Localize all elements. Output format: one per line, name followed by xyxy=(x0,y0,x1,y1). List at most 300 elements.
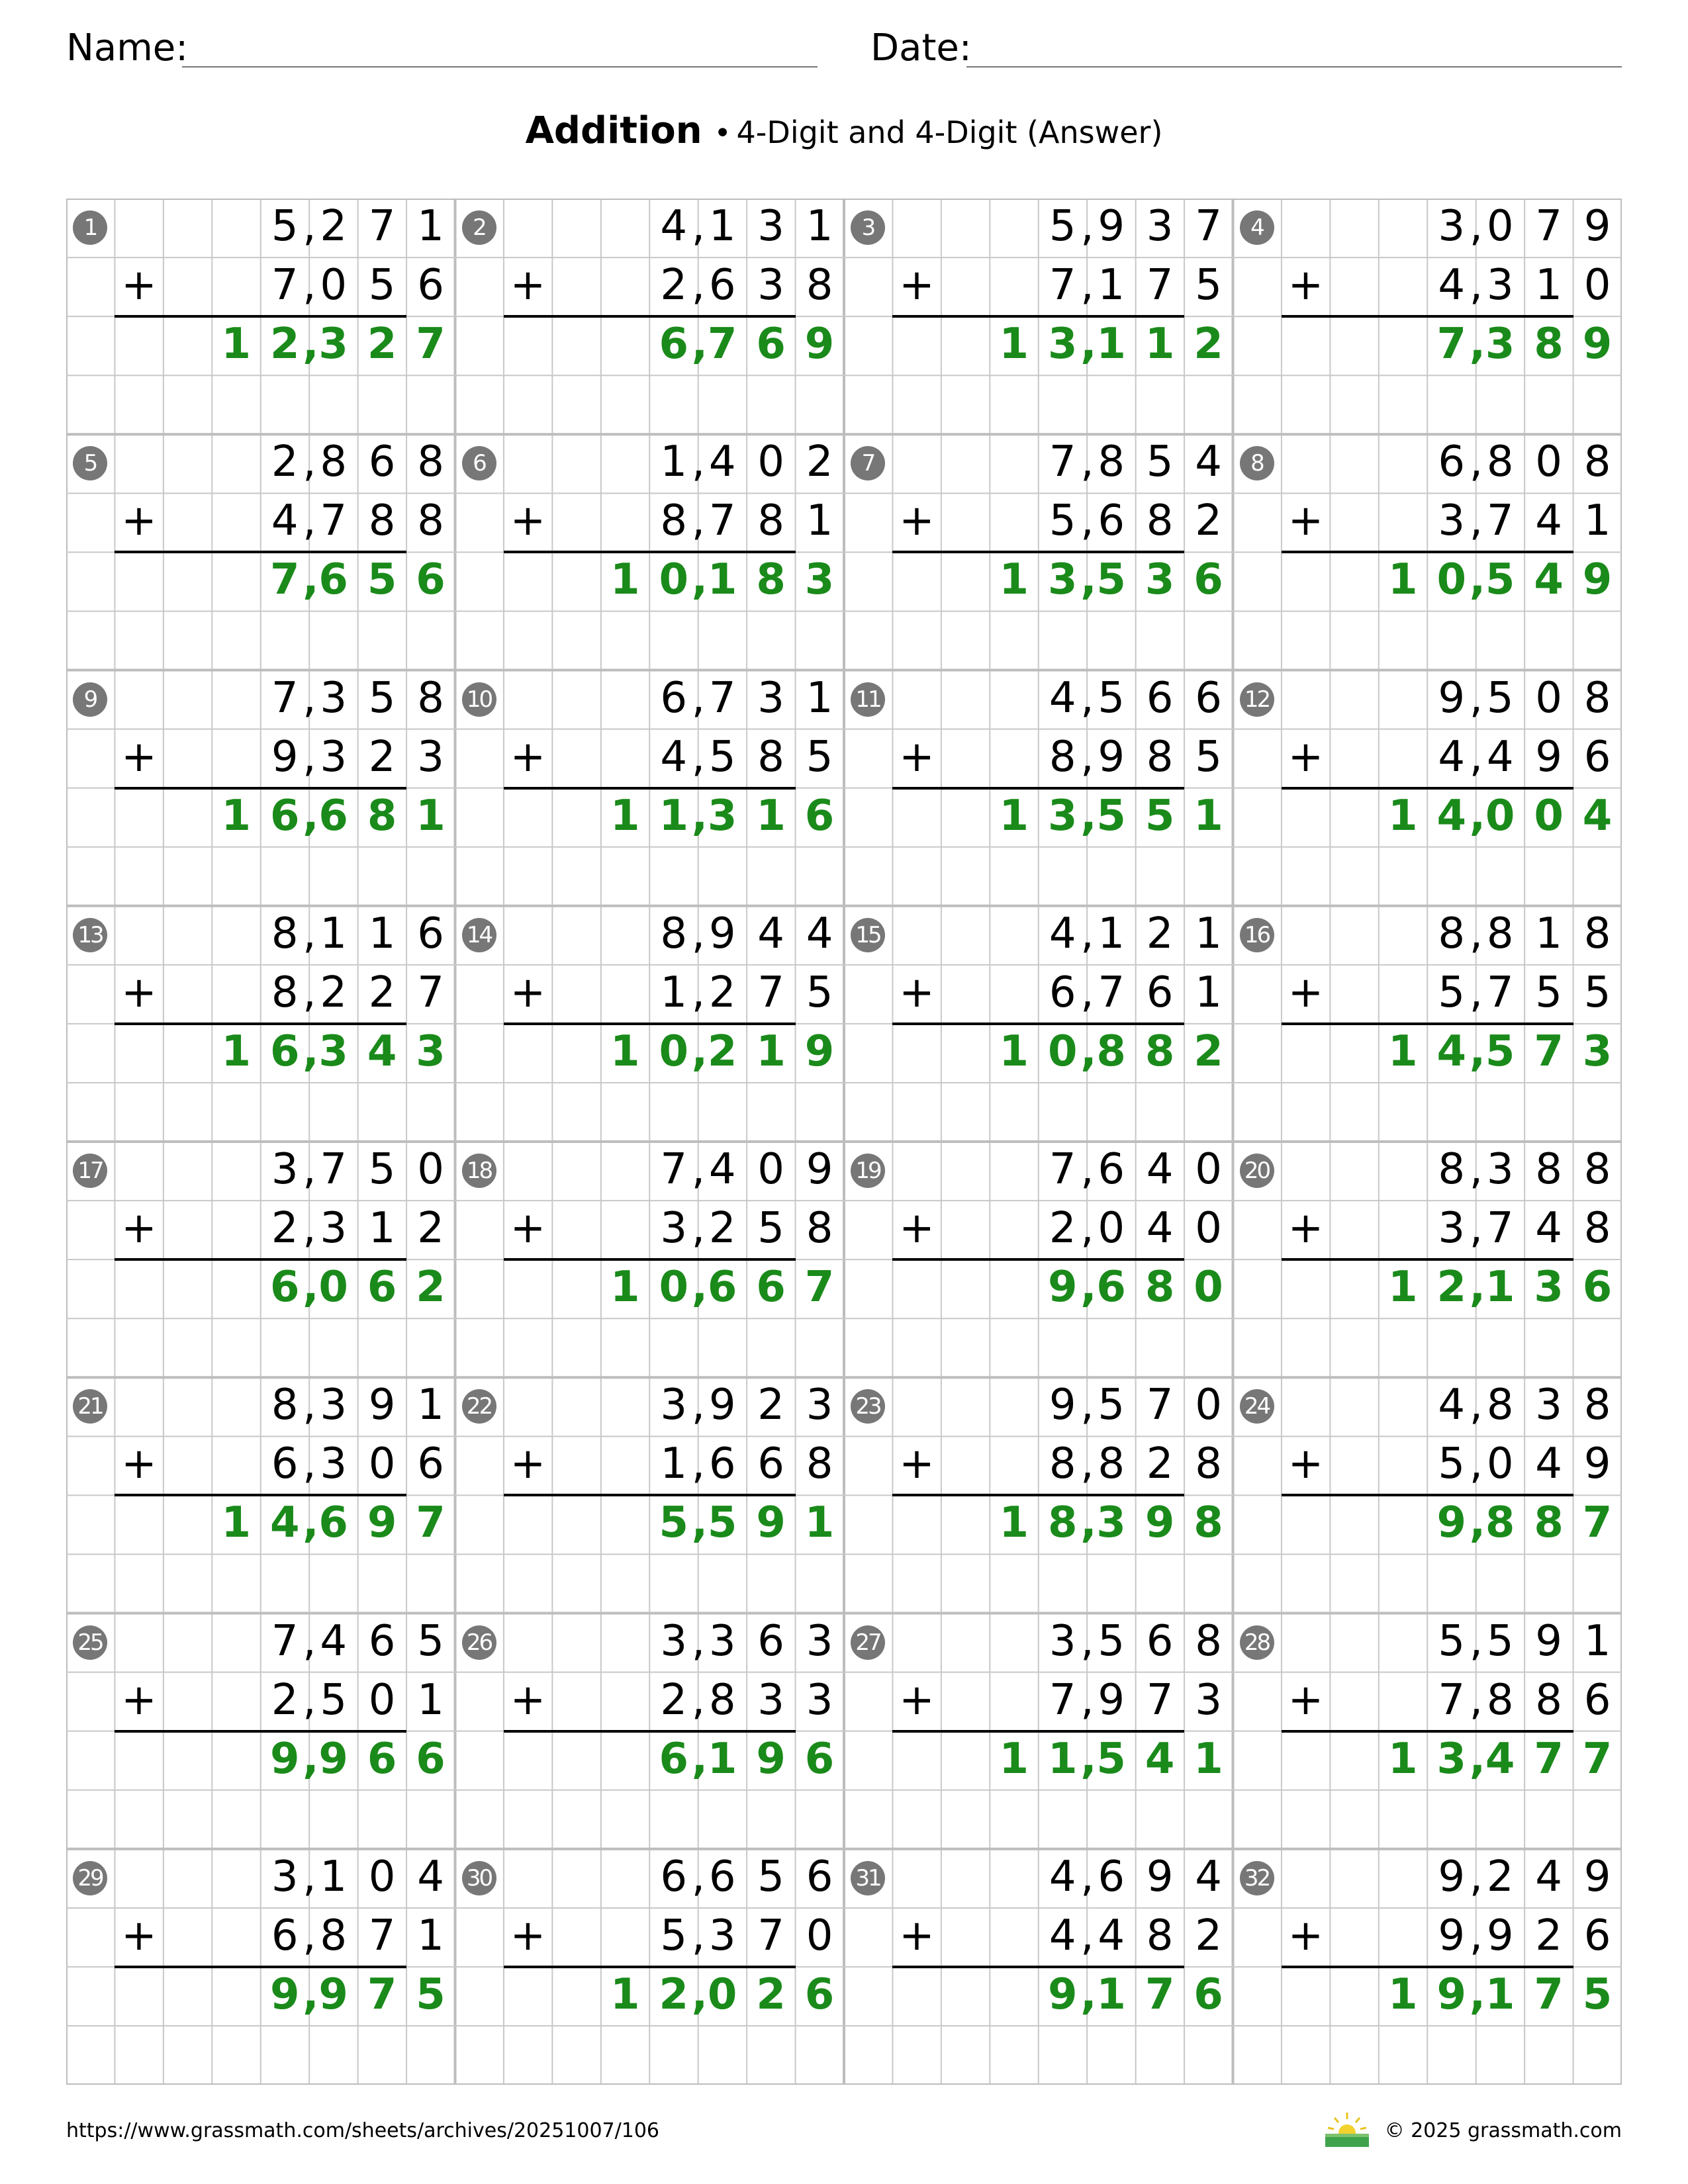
answer-digit: 3 xyxy=(416,1026,445,1076)
addend-1-digit: 0 xyxy=(1195,1145,1222,1194)
addend-1-digit: 4 xyxy=(320,1616,348,1666)
answer-digit: 1 xyxy=(610,1970,640,2019)
answer-digit: 1 xyxy=(1485,1263,1515,1312)
addend-1-digit: 5 xyxy=(368,673,396,723)
addend-1-digit: 5 xyxy=(1486,1616,1514,1666)
addend-2-digit: 8 xyxy=(1146,732,1174,782)
addend-2-digit: 6 xyxy=(417,261,444,310)
addend-2-digit: 8 xyxy=(1583,1204,1611,1253)
answer-digit: 7 xyxy=(1436,320,1467,369)
addend-1-digit: 9 xyxy=(1438,673,1466,723)
addend-2-digit: 4 xyxy=(1098,1911,1125,1960)
addend-1-digit: 6 xyxy=(1195,673,1222,723)
plus-sign: + xyxy=(1288,968,1324,1017)
addend-1-comma: , xyxy=(1469,1616,1483,1666)
answer-digit: 0 xyxy=(1485,791,1515,841)
answer-digit: 7 xyxy=(1582,1498,1613,1548)
answer-digit: 1 xyxy=(999,1498,1029,1548)
addend-1-comma: , xyxy=(691,437,706,487)
addend-2-digit: 2 xyxy=(708,968,736,1017)
addend-1-digit: 0 xyxy=(1195,1381,1222,1430)
addend-2-digit: 9 xyxy=(1486,1911,1514,1960)
addend-2-digit: 3 xyxy=(1195,1675,1222,1725)
addend-1-digit: 4 xyxy=(1535,1852,1562,1901)
addend-2-digit: 3 xyxy=(320,1204,348,1253)
answer-digit: 6 xyxy=(269,1026,300,1076)
addend-1-digit: 7 xyxy=(271,673,299,723)
addend-2-comma: , xyxy=(303,968,316,1017)
answer-digit: 5 xyxy=(1145,791,1175,841)
addend-2-comma: , xyxy=(1469,496,1483,546)
answer-digit: 5 xyxy=(367,555,397,605)
addend-2-digit: 1 xyxy=(660,1439,688,1489)
plus-sign: + xyxy=(121,1911,157,1960)
answer-digit: 0 xyxy=(1534,791,1564,841)
addend-1-digit: 9 xyxy=(1146,1852,1174,1901)
answer-comma: , xyxy=(1469,320,1485,369)
addend-1-digit: 3 xyxy=(320,1381,348,1430)
answer-digit: 4 xyxy=(269,1498,300,1548)
problem-number-badge: 2 xyxy=(462,210,496,245)
addend-2-digit: 2 xyxy=(271,1675,299,1725)
addend-2-comma: , xyxy=(303,261,316,310)
addend-2-digit: 3 xyxy=(320,732,348,782)
addend-1-digit: 5 xyxy=(1098,1616,1125,1666)
answer-comma: , xyxy=(303,1263,319,1312)
answer-digit: 9 xyxy=(1582,320,1613,369)
plus-sign: + xyxy=(899,968,935,1017)
addend-1-digit: 6 xyxy=(806,1852,833,1901)
problem-number-badge: 27 xyxy=(851,1625,885,1660)
addend-1-digit: 9 xyxy=(708,1381,736,1430)
addend-1-digit: 8 xyxy=(1195,1616,1222,1666)
addend-1-comma: , xyxy=(1080,1852,1094,1901)
addend-2-digit: 7 xyxy=(320,496,348,546)
answer-digit: 1 xyxy=(999,1734,1029,1784)
addend-1-digit: 8 xyxy=(417,437,444,487)
addend-2-comma: , xyxy=(1469,732,1483,782)
answer-digit: 2 xyxy=(1436,1263,1467,1312)
addend-2-digit: 3 xyxy=(757,261,784,310)
answer-digit: 2 xyxy=(367,320,397,369)
addend-2-comma: , xyxy=(1469,1675,1483,1725)
answer-digit: 5 xyxy=(1096,1734,1126,1784)
addend-2-comma: , xyxy=(1080,261,1094,310)
problem-number-badge: 17 xyxy=(73,1154,107,1188)
answer-comma: , xyxy=(1080,1263,1097,1312)
addend-2-comma: , xyxy=(303,1675,316,1725)
answer-digit: 3 xyxy=(804,555,835,605)
addend-2-digit: 1 xyxy=(417,1911,444,1960)
answer-digit: 7 xyxy=(1534,1026,1564,1076)
addend-2-comma: , xyxy=(1469,1204,1483,1253)
answer-comma: , xyxy=(1080,1498,1097,1548)
addend-1-comma: , xyxy=(1469,1145,1483,1194)
problem-number-badge: 21 xyxy=(73,1389,107,1424)
answer-comma: , xyxy=(303,1734,319,1784)
answer-digit: 2 xyxy=(269,320,300,369)
answer-digit: 9 xyxy=(756,1498,786,1548)
answer-digit: 5 xyxy=(1096,791,1126,841)
date-label: Date: xyxy=(870,26,972,69)
answer-digit: 1 xyxy=(1388,1263,1418,1312)
addend-2-comma: , xyxy=(691,261,706,310)
addend-2-digit: 7 xyxy=(1146,261,1174,310)
addend-2-digit: 5 xyxy=(1535,968,1562,1017)
plus-sign: + xyxy=(121,496,157,546)
title-main: Addition xyxy=(525,109,702,152)
problem-number-badge: 26 xyxy=(462,1625,496,1660)
addend-1-digit: 4 xyxy=(1049,1852,1076,1901)
addend-1-comma: , xyxy=(691,1145,706,1194)
answer-digit: 2 xyxy=(416,1263,445,1312)
addend-2-digit: 1 xyxy=(417,1675,444,1725)
answer-digit: 3 xyxy=(1436,1734,1467,1784)
addend-1-digit: 5 xyxy=(1098,1381,1125,1430)
addend-2-digit: 0 xyxy=(368,1675,396,1725)
addend-2-digit: 3 xyxy=(660,1204,688,1253)
addend-1-digit: 3 xyxy=(1146,202,1174,251)
addend-1-digit: 4 xyxy=(806,909,833,958)
addend-1-digit: 5 xyxy=(368,1145,396,1194)
addend-1-digit: 2 xyxy=(271,437,299,487)
addend-2-digit: 3 xyxy=(417,732,444,782)
answer-digit: 2 xyxy=(1194,1026,1223,1076)
answer-digit: 1 xyxy=(1388,1970,1418,2019)
addend-2-digit: 1 xyxy=(1583,496,1611,546)
plus-sign: + xyxy=(510,1439,546,1489)
plus-sign: + xyxy=(1288,1439,1324,1489)
addend-2-comma: , xyxy=(303,732,316,782)
answer-comma: , xyxy=(1080,1026,1097,1076)
addend-2-digit: 2 xyxy=(368,732,396,782)
answer-digit: 5 xyxy=(1485,555,1515,605)
problem-number-badge: 29 xyxy=(73,1861,107,1895)
answer-digit: 1 xyxy=(610,1026,640,1076)
plus-sign: + xyxy=(899,1911,935,1960)
answer-digit: 5 xyxy=(1485,1026,1515,1076)
problem-number-badge: 5 xyxy=(73,446,107,480)
addend-1-digit: 4 xyxy=(660,202,688,251)
addend-1-comma: , xyxy=(1080,1381,1094,1430)
answer-digit: 6 xyxy=(367,1263,397,1312)
plus-sign: + xyxy=(899,1204,935,1253)
addend-1-digit: 9 xyxy=(1438,1852,1466,1901)
addend-1-digit: 5 xyxy=(271,202,299,251)
title-subtitle: 4-Digit and 4-Digit (Answer) xyxy=(736,114,1163,150)
answer-comma: , xyxy=(1080,1734,1097,1784)
problem-number-badge: 31 xyxy=(851,1861,885,1895)
addend-1-digit: 8 xyxy=(271,1381,299,1430)
answer-digit: 1 xyxy=(1388,791,1418,841)
addend-2-digit: 8 xyxy=(1146,496,1174,546)
addend-1-digit: 9 xyxy=(1583,202,1611,251)
addend-1-digit: 4 xyxy=(1049,673,1076,723)
addend-1-digit: 2 xyxy=(1486,1852,1514,1901)
addend-2-comma: , xyxy=(303,496,316,546)
title-separator: • xyxy=(714,116,731,150)
answer-digit: 6 xyxy=(707,1263,737,1312)
addend-1-digit: 3 xyxy=(660,1616,688,1666)
addend-2-digit: 5 xyxy=(320,1675,348,1725)
answer-digit: 5 xyxy=(416,1970,445,2019)
addend-2-comma: , xyxy=(303,1911,316,1960)
addend-1-digit: 8 xyxy=(1438,1145,1466,1194)
problem-number-badge: 32 xyxy=(1240,1861,1274,1895)
answer-digit: 7 xyxy=(416,320,445,369)
addend-1-digit: 1 xyxy=(708,202,736,251)
answer-digit: 0 xyxy=(1436,555,1467,605)
addend-1-digit: 2 xyxy=(757,1381,784,1430)
answer-digit: 3 xyxy=(1582,1026,1613,1076)
addend-2-digit: 4 xyxy=(660,732,688,782)
addend-1-comma: , xyxy=(691,673,706,723)
answer-digit: 0 xyxy=(1047,1026,1078,1076)
answer-digit: 1 xyxy=(416,791,445,841)
plus-sign: + xyxy=(899,732,935,782)
addend-2-digit: 6 xyxy=(757,1439,784,1489)
answer-digit: 6 xyxy=(318,555,348,605)
date-line[interactable] xyxy=(966,66,1622,68)
addend-1-digit: 3 xyxy=(271,1145,299,1194)
addend-2-digit: 5 xyxy=(806,968,833,1017)
answer-digit: 9 xyxy=(1436,1498,1467,1548)
addend-1-comma: , xyxy=(1080,909,1094,958)
addend-2-digit: 7 xyxy=(1486,968,1514,1017)
answer-digit: 1 xyxy=(221,320,252,369)
addend-1-comma: , xyxy=(691,909,706,958)
answer-digit: 6 xyxy=(804,1970,835,2019)
answer-digit: 1 xyxy=(1388,555,1418,605)
addend-2-comma: , xyxy=(1080,1204,1094,1253)
addend-1-digit: 4 xyxy=(417,1852,444,1901)
plus-sign: + xyxy=(510,496,546,546)
answer-digit: 3 xyxy=(1047,791,1078,841)
problem-number-badge: 23 xyxy=(851,1389,885,1424)
answer-digit: 8 xyxy=(1145,1263,1175,1312)
addend-1-comma: , xyxy=(303,1381,316,1430)
answer-comma: , xyxy=(1080,555,1097,605)
plus-sign: + xyxy=(121,261,157,310)
addend-2-digit: 2 xyxy=(417,1204,444,1253)
addend-1-digit: 8 xyxy=(1486,909,1514,958)
answer-digit: 9 xyxy=(1047,1263,1078,1312)
addend-1-digit: 8 xyxy=(1583,437,1611,487)
problem-number-badge: 14 xyxy=(462,918,496,952)
addend-2-digit: 2 xyxy=(1535,1911,1562,1960)
addend-2-digit: 6 xyxy=(271,1439,299,1489)
addend-2-comma: , xyxy=(691,1911,706,1960)
addend-1-digit: 8 xyxy=(1583,909,1611,958)
addend-2-digit: 2 xyxy=(368,968,396,1017)
answer-comma: , xyxy=(691,791,708,841)
answer-comma: , xyxy=(691,1026,708,1076)
addend-2-digit: 3 xyxy=(1438,496,1466,546)
addend-2-digit: 8 xyxy=(1535,1675,1562,1725)
addend-1-digit: 8 xyxy=(1583,673,1611,723)
name-line[interactable] xyxy=(182,66,818,68)
footer-url[interactable]: https://www.grassmath.com/sheets/archives/20251007/106 xyxy=(66,2119,660,2142)
addend-2-digit: 9 xyxy=(1583,1439,1611,1489)
addend-1-comma: , xyxy=(303,202,316,251)
addend-2-digit: 0 xyxy=(320,261,348,310)
addend-2-digit: 5 xyxy=(708,732,736,782)
answer-digit: 5 xyxy=(1582,1970,1613,2019)
addend-2-digit: 2 xyxy=(1195,1911,1222,1960)
addend-2-digit: 9 xyxy=(1098,1675,1125,1725)
addend-2-digit: 6 xyxy=(708,261,736,310)
addend-1-digit: 6 xyxy=(708,1852,736,1901)
answer-digit: 0 xyxy=(1194,1263,1223,1312)
addend-1-comma: , xyxy=(303,437,316,487)
addend-1-digit: 5 xyxy=(757,1852,784,1901)
addend-2-digit: 3 xyxy=(1486,261,1514,310)
addend-2-digit: 2 xyxy=(660,261,688,310)
answer-digit: 6 xyxy=(416,1734,445,1784)
problem-number-badge: 3 xyxy=(851,210,885,245)
answer-digit: 1 xyxy=(756,1026,786,1076)
addend-2-digit: 7 xyxy=(1438,1675,1466,1725)
plus-sign: + xyxy=(510,261,546,310)
answer-digit: 6 xyxy=(269,791,300,841)
addend-2-digit: 6 xyxy=(1583,1675,1611,1725)
addend-1-digit: 1 xyxy=(1535,909,1562,958)
addend-1-digit: 4 xyxy=(1146,1145,1174,1194)
answer-comma: , xyxy=(1469,555,1485,605)
answer-digit: 1 xyxy=(221,1498,252,1548)
answer-digit: 2 xyxy=(756,1970,786,2019)
addend-1-comma: , xyxy=(1080,202,1094,251)
answer-digit: 1 xyxy=(1388,1026,1418,1076)
addend-2-digit: 7 xyxy=(1049,261,1076,310)
answer-digit: 1 xyxy=(1194,1734,1223,1784)
answer-digit: 8 xyxy=(1485,1498,1515,1548)
answer-digit: 3 xyxy=(1485,320,1515,369)
addend-1-digit: 5 xyxy=(417,1616,444,1666)
addend-2-digit: 7 xyxy=(757,1911,784,1960)
addend-2-digit: 8 xyxy=(757,496,784,546)
answer-digit: 9 xyxy=(1047,1970,1078,2019)
addend-1-digit: 1 xyxy=(417,202,444,251)
addend-1-digit: 6 xyxy=(417,909,444,958)
problem-number-badge: 30 xyxy=(462,1861,496,1895)
addend-1-digit: 8 xyxy=(660,909,688,958)
addend-2-comma: , xyxy=(691,1439,706,1489)
answer-digit: 3 xyxy=(1047,555,1078,605)
addend-1-comma: , xyxy=(303,673,316,723)
problem-number-badge: 7 xyxy=(851,446,885,480)
answer-digit: 6 xyxy=(804,1734,835,1784)
addend-2-digit: 8 xyxy=(757,732,784,782)
answer-digit: 9 xyxy=(318,1970,348,2019)
addend-1-digit: 8 xyxy=(271,909,299,958)
plus-sign: + xyxy=(121,1675,157,1725)
answer-digit: 6 xyxy=(804,791,835,841)
answer-comma: , xyxy=(691,1734,708,1784)
plus-sign: + xyxy=(1288,496,1324,546)
addend-1-digit: 6 xyxy=(1438,437,1466,487)
addend-1-digit: 1 xyxy=(1098,909,1125,958)
addend-2-digit: 4 xyxy=(1486,732,1514,782)
answer-digit: 0 xyxy=(659,555,689,605)
addend-2-digit: 0 xyxy=(1486,1439,1514,1489)
addend-2-digit: 2 xyxy=(708,1204,736,1253)
answer-digit: 7 xyxy=(707,320,737,369)
addend-1-digit: 8 xyxy=(1486,1381,1514,1430)
addend-1-digit: 2 xyxy=(320,202,348,251)
addend-2-digit: 5 xyxy=(1438,1439,1466,1489)
addend-1-digit: 9 xyxy=(1535,1616,1562,1666)
addend-1-digit: 1 xyxy=(417,1381,444,1430)
addend-1-digit: 8 xyxy=(320,437,348,487)
addend-2-digit: 0 xyxy=(368,1439,396,1489)
answer-comma: , xyxy=(691,1263,708,1312)
addend-1-digit: 7 xyxy=(320,1145,348,1194)
addend-2-digit: 1 xyxy=(368,1204,396,1253)
answer-comma: , xyxy=(303,1970,319,2019)
answer-digit: 3 xyxy=(318,320,348,369)
addend-1-digit: 1 xyxy=(320,1852,348,1901)
answer-digit: 9 xyxy=(367,1498,397,1548)
problem-number-badge: 13 xyxy=(73,918,107,952)
answer-comma: , xyxy=(1469,1498,1485,1548)
answer-comma: , xyxy=(1469,1970,1485,2019)
addend-2-digit: 8 xyxy=(1049,1439,1076,1489)
answer-digit: 7 xyxy=(269,555,300,605)
addend-1-digit: 3 xyxy=(1438,202,1466,251)
addend-1-digit: 7 xyxy=(271,1616,299,1666)
answer-digit: 7 xyxy=(1145,1970,1175,2019)
addend-2-digit: 5 xyxy=(757,1204,784,1253)
addend-2-digit: 8 xyxy=(1049,732,1076,782)
addend-1-comma: , xyxy=(1080,1616,1094,1666)
addend-1-digit: 3 xyxy=(1535,1381,1562,1430)
answer-digit: 8 xyxy=(1145,1026,1175,1076)
addend-1-digit: 3 xyxy=(271,1852,299,1901)
answer-digit: 3 xyxy=(1096,1498,1126,1548)
addend-1-digit: 5 xyxy=(1438,1616,1466,1666)
addend-2-digit: 7 xyxy=(1098,968,1125,1017)
addend-1-digit: 2 xyxy=(1146,909,1174,958)
addend-2-digit: 7 xyxy=(417,968,444,1017)
answer-digit: 0 xyxy=(707,1970,737,2019)
plus-sign: + xyxy=(1288,261,1324,310)
addend-2-digit: 1 xyxy=(660,968,688,1017)
answer-comma: , xyxy=(1080,791,1097,841)
worksheet-title xyxy=(0,105,1688,166)
addend-1-digit: 0 xyxy=(1486,202,1514,251)
addend-1-digit: 4 xyxy=(708,1145,736,1194)
addend-1-comma: , xyxy=(1080,673,1094,723)
addend-1-comma: , xyxy=(691,1616,706,1666)
answer-digit: 8 xyxy=(756,555,786,605)
addend-2-digit: 0 xyxy=(806,1911,833,1960)
answer-digit: 7 xyxy=(1534,1970,1564,2019)
addend-2-comma: , xyxy=(1469,1439,1483,1489)
answer-comma: , xyxy=(303,320,319,369)
plus-sign: + xyxy=(121,968,157,1017)
addend-1-digit: 9 xyxy=(806,1145,833,1194)
addend-2-comma: , xyxy=(691,496,706,546)
addend-2-comma: , xyxy=(691,732,706,782)
plus-sign: + xyxy=(510,1204,546,1253)
addend-1-digit: 7 xyxy=(1146,1381,1174,1430)
answer-digit: 6 xyxy=(367,1734,397,1784)
problem-number-badge: 9 xyxy=(73,682,107,717)
addend-1-digit: 9 xyxy=(708,909,736,958)
answer-digit: 1 xyxy=(610,791,640,841)
answer-digit: 7 xyxy=(1582,1734,1613,1784)
